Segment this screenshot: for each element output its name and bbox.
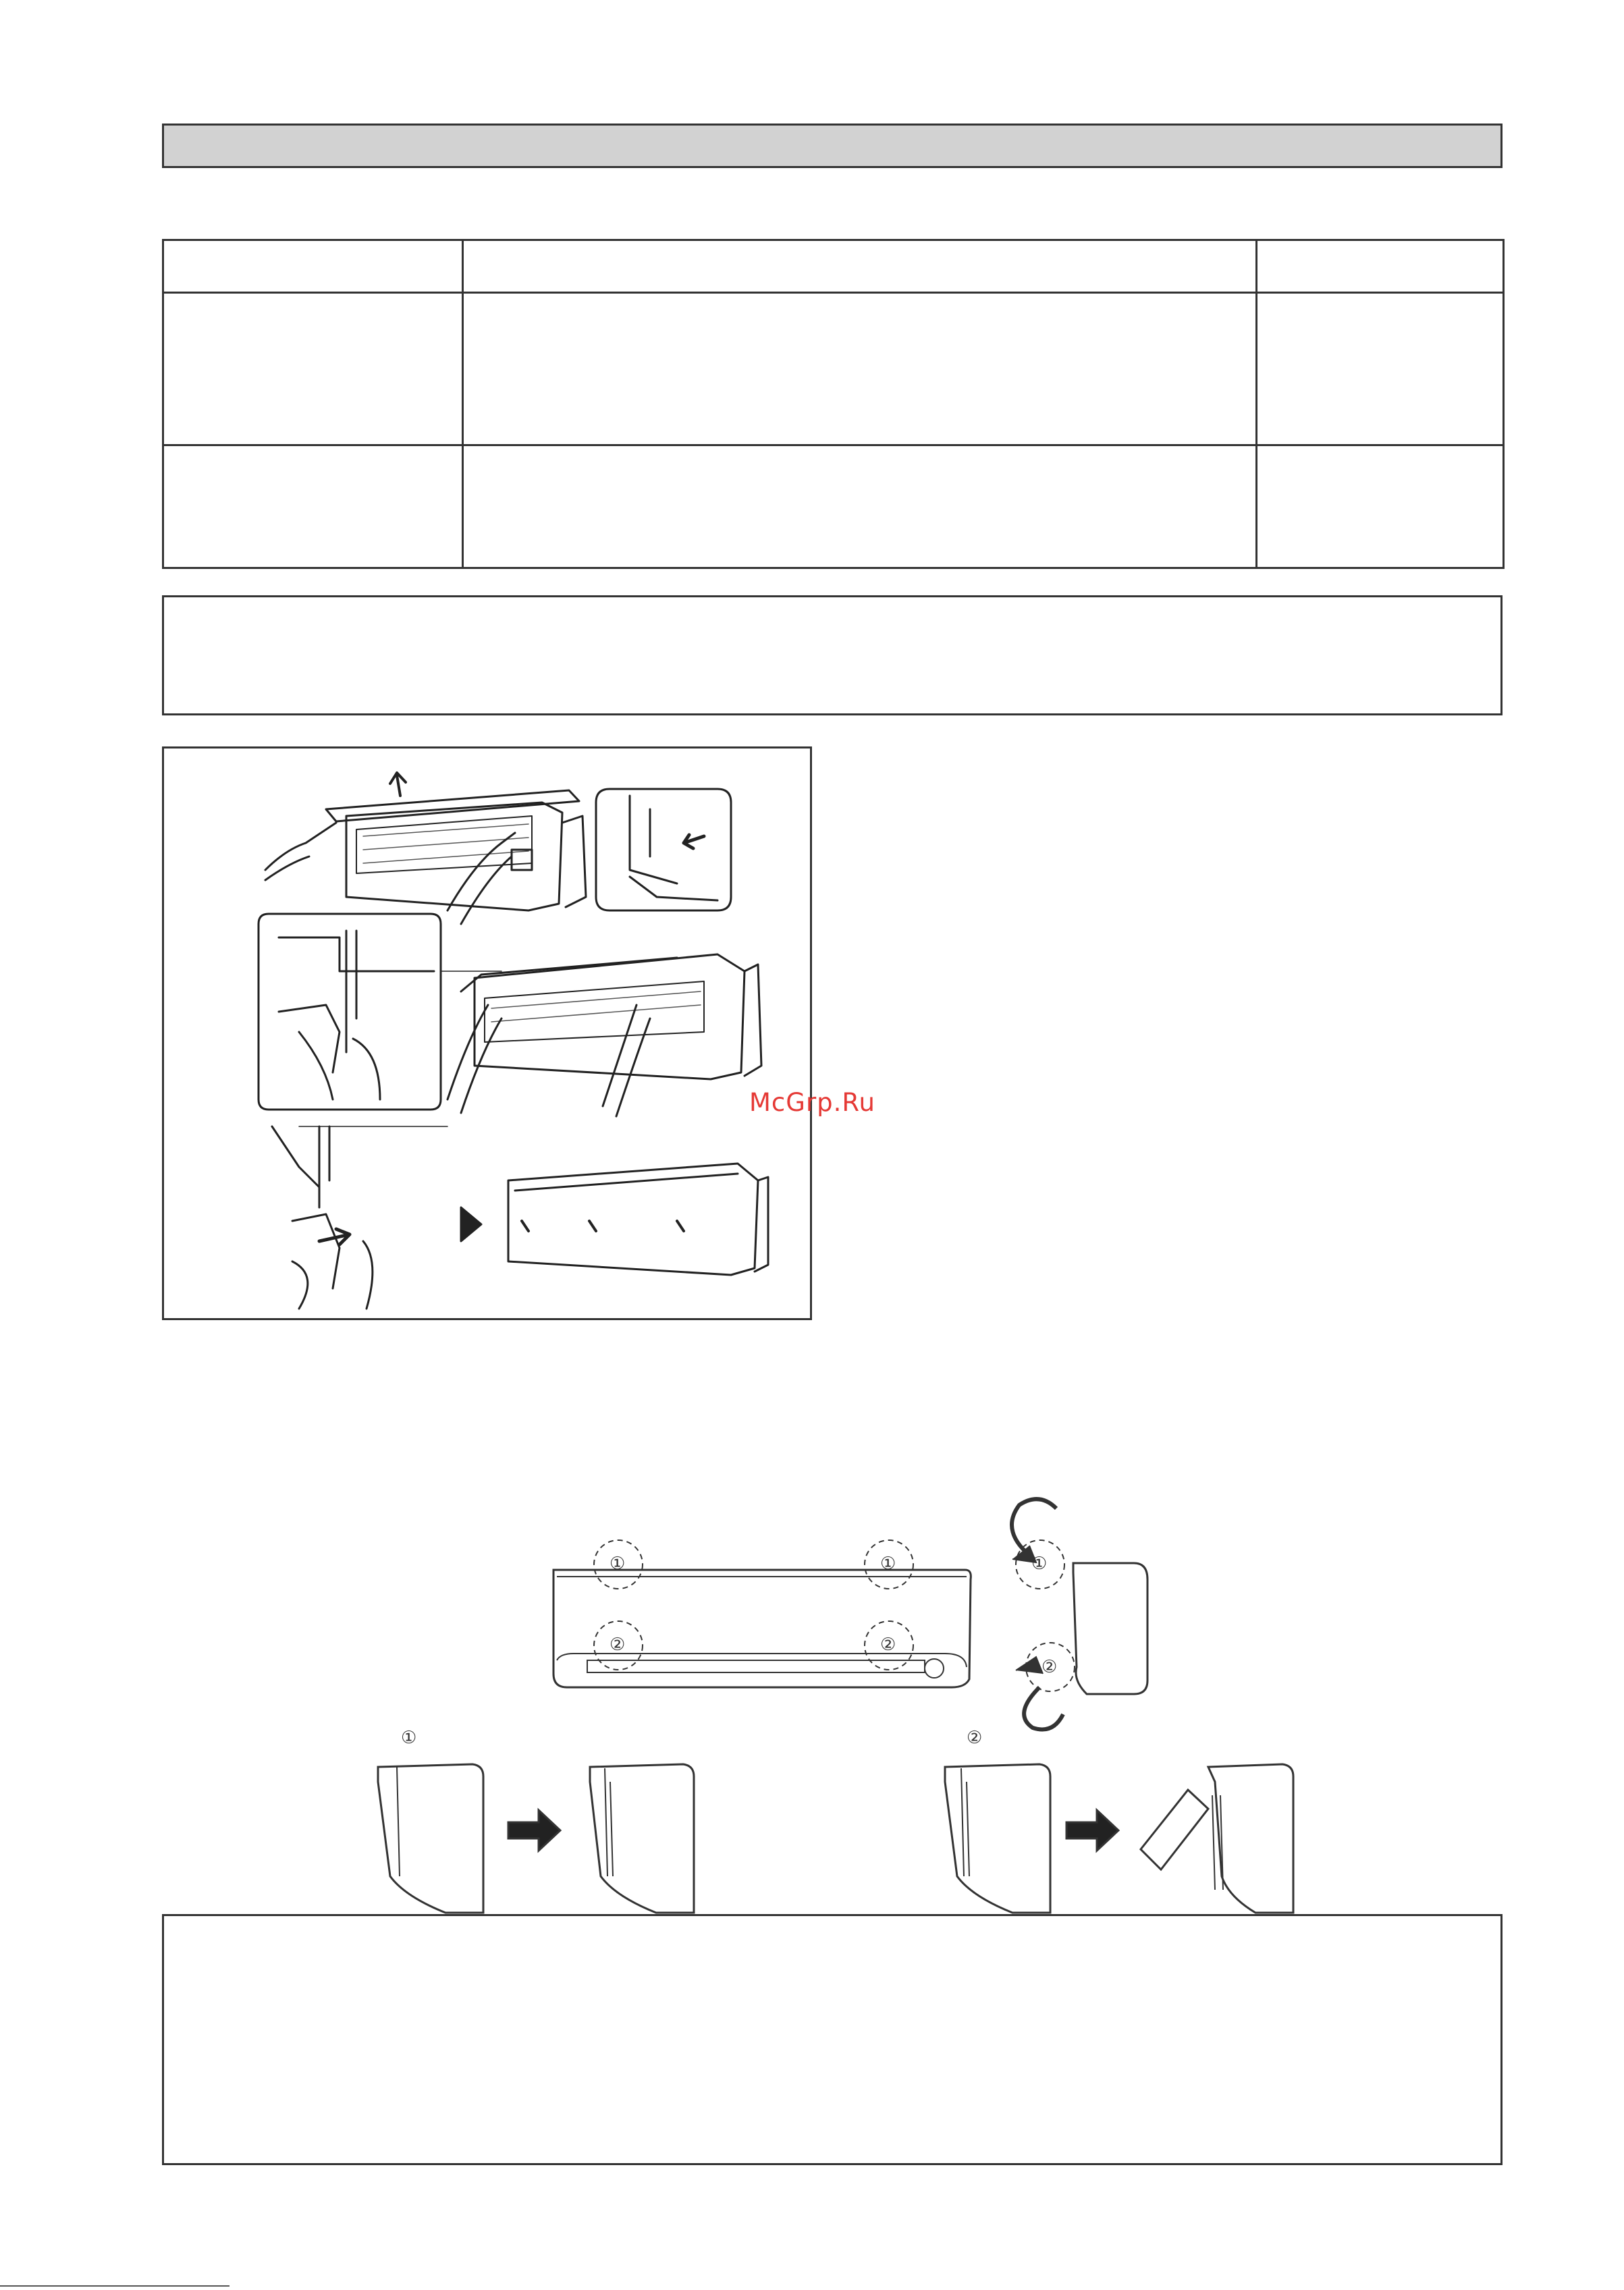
step-label-2: ② — [967, 1728, 983, 1748]
rotate-arrow-icon — [1012, 1499, 1056, 1559]
hinge-marker-2: ② — [610, 1635, 626, 1655]
step-label-1: ① — [401, 1728, 417, 1748]
hinge-marker-1: ① — [610, 1554, 626, 1574]
hinge-marker-1: ① — [880, 1554, 896, 1574]
footer-rule — [0, 2285, 229, 2287]
rotate-arrow-icon — [1024, 1687, 1063, 1730]
sequence-arrow-2 — [1066, 1810, 1118, 1851]
panel-hinged-open — [1141, 1790, 1208, 1870]
side-panel-step1-a — [378, 1764, 483, 1913]
watermark: McGrp.Ru — [749, 1088, 875, 1117]
hinge-marker-2: ② — [1041, 1657, 1058, 1677]
hinge-marker-1: ① — [1031, 1554, 1048, 1574]
indoor-unit-side-view — [1073, 1563, 1147, 1694]
bottom-note-box — [162, 1914, 1503, 2165]
sequence-arrow-1 — [508, 1810, 560, 1851]
side-panel-step2-a — [945, 1764, 1050, 1913]
hinge-marker-2: ② — [880, 1635, 896, 1655]
